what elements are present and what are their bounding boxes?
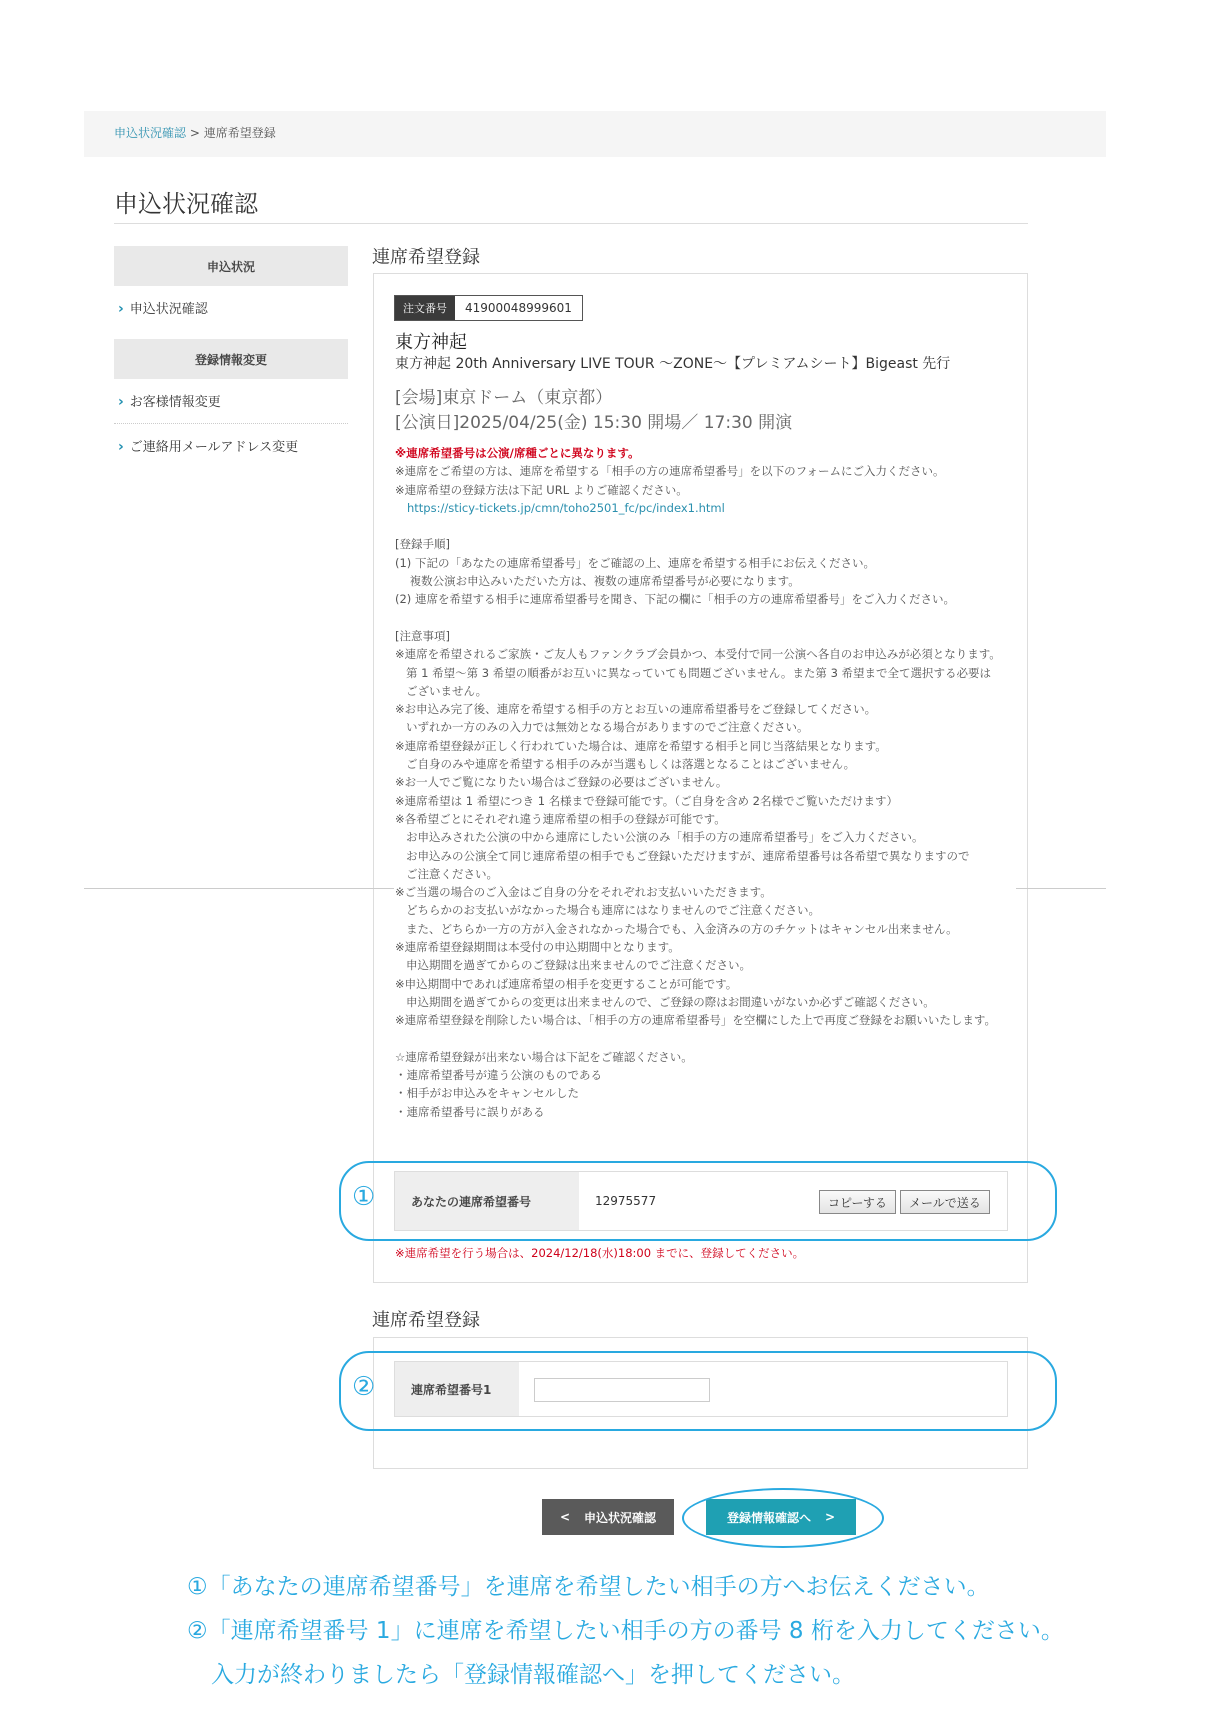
my-seat-number-row bbox=[394, 1171, 1008, 1231]
notes-body: [登録手順] (1) 下記の「あなたの連席希望番号」をご確認の上、連席を希望する相手にお伝えください。 複数公演お申込みいただいた方は、複数の連席希望番号が必要になります。 (2) 連席を希望する相手に連席希望番号を聞き、下記の欄に「相手の方の連席希望番号」をご入力ください。 [注意事項] ※連席を希望されるご家族・ご友人もファンクラブ会員かつ、本受付で同一公演へ各自のお申込みが必須となります。 第 1 希望～第 3 希望の順番がお互いに異なっていても問題ございません。また第 3 希望まで全て選択する必要は ございません。 ※お申込み完了後、連席を希望する相手の方とお互いの連席希望番号をご登録してください。 いずれか一方のみの入力では無効となる場合がありますのでご注意ください。 ※連席希望登録が正しく行われていた場合は、連席を希望する相手と同じ当落結果となります。 ご自身のみや連席を希望する相手のみが当選もしくは落選となることはございません。 ※お一人でご覧になりたい場合はご登録の必要はございません。 ※連席希望は 1 希望につき 1 名様まで登録可能です。（ご自身を含め 2名様でご覧いただけます） ※各希望ごとにそれぞれ違う連席希望の相手の登録が可能です。 お申込みされた公演の中から連席にしたい公演のみ「相手の方の連席希望番号」をご入力ください。 お申込みの公演全て同じ連席希望の相手でもご登録いただけますが、連席希望番号は各希望で異なりますので ご注意ください。 ※ご当選の場合のご入金はご自身の分をそれぞれお支払いいただきます。 どちらかのお支払いがなかった場合も連席にはなりませんのでご注意ください。 また、どちらか一方の方が入金されなかった場合でも、入金済みの方のチケットはキャンセル出来ません。 ※連席希望登録期間は本受付の申込期間中となります。 申込期間を過ぎてからのご登録は出来ませんのでご注意ください。 ※申込期間中であれば連席希望の相手を変更することが可能です。 申込期間を過ぎてからの変更は出来ませんので、ご登録の際はお間違いがないか必ずご確認ください。 ※連席希望登録を削除したい場合は、「相手の方の連席希望番号」を空欄にした上で再度ご登録をお願いいたします。 ☆連席希望登録が出来ない場合は下記をご確認ください。 ・連席希望番号が違う公演のものである ・相手がお申込みをキャンセルした ・連席希望番号に誤りがある bbox=[395, 537, 1001, 1119]
performance-date: [公演日]2025/04/25(金) 15:30 開場／ 17:30 開演 bbox=[395, 413, 793, 433]
title-divider bbox=[114, 223, 1028, 224]
partner-number-label: 連席希望番号1 bbox=[395, 1362, 519, 1416]
annotation-outline-next bbox=[682, 1488, 884, 1548]
chevron-right-icon: > bbox=[824, 1510, 836, 1524]
partner-number-input[interactable] bbox=[534, 1378, 710, 1402]
instruction-line-1: ①「あなたの連席希望番号」を連席を希望したい相手の方へお伝えください。 bbox=[187, 1574, 990, 1600]
send-mail-button[interactable]: メールで送る bbox=[900, 1190, 990, 1214]
chevron-right-icon: › bbox=[118, 301, 124, 317]
instruction-line-3: 入力が終わりましたら「登録情報確認へ」を押してください。 bbox=[211, 1662, 855, 1688]
back-to-status-button[interactable] bbox=[542, 1499, 674, 1535]
instruction-line-2: ②「連席希望番号 1」に連席を希望したい相手の方の番号 8 桁を入力してください。 bbox=[187, 1618, 1064, 1644]
my-seat-number-label: あなたの連席希望番号 bbox=[395, 1172, 579, 1230]
sidebar-item-label: お客様情報変更 bbox=[129, 395, 221, 410]
sidebar-item-email-change[interactable] bbox=[118, 436, 298, 455]
annotation-marker-2: ② bbox=[352, 1372, 376, 1402]
horizontal-rule bbox=[1016, 888, 1106, 889]
annotation-marker-1: ① bbox=[352, 1182, 376, 1212]
chevron-right-icon: › bbox=[118, 439, 124, 455]
breadcrumb-separator: > bbox=[186, 126, 204, 140]
breadcrumb-current: 連席希望登録 bbox=[203, 126, 276, 140]
sidebar-divider bbox=[114, 423, 348, 424]
registration-guide-link[interactable]: https://sticy-tickets.jp/cmn/toho2501_fc/pc/index1.html bbox=[407, 500, 725, 515]
order-number-label: 注文番号 bbox=[395, 296, 455, 320]
order-number-value: 41900048999601 bbox=[455, 296, 582, 320]
event-title: 東方神起 20th Anniversary LIVE TOUR ～ZONE～【プレミアムシート】Bigeast 先行 bbox=[395, 356, 951, 372]
artist-name: 東方神起 bbox=[395, 332, 467, 353]
sidebar-item-status-check[interactable] bbox=[118, 298, 208, 317]
back-button-label: 申込状況確認 bbox=[584, 1510, 657, 1525]
notes-block bbox=[395, 444, 1035, 1121]
order-number-tag bbox=[394, 295, 583, 321]
horizontal-rule bbox=[84, 888, 394, 889]
chevron-left-icon: < bbox=[559, 1510, 571, 1524]
venue-text: [会場]東京ドーム（東京都） bbox=[395, 388, 613, 408]
partner-number-row bbox=[394, 1361, 1008, 1417]
page-title: 申込状況確認 bbox=[114, 190, 258, 218]
section-title-seat-request: 連席希望登録 bbox=[372, 247, 480, 268]
sidebar-item-label: 申込状況確認 bbox=[129, 302, 208, 317]
notice-warning: ※連席希望番号は公演/席種ごとに異なります。 bbox=[395, 446, 640, 460]
next-button-label: 登録情報確認へ bbox=[726, 1510, 811, 1525]
section-title-register: 連席希望登録 bbox=[372, 1310, 480, 1331]
copy-button[interactable]: コピーする bbox=[819, 1190, 896, 1214]
sidebar-heading-registration: 登録情報変更 bbox=[114, 339, 348, 379]
notes-intro: ※連席をご希望の方は、連席を希望する「相手の方の連席希望番号」を以下のフォームにご入力ください。 ※連席希望の登録方法は下記 URL よりご確認ください。 bbox=[395, 464, 945, 497]
sidebar-heading-status: 申込状況 bbox=[114, 246, 348, 286]
deadline-notice: ※連席希望を行う場合は、2024/12/18(水)18:00 までに、登録してください。 bbox=[395, 1246, 805, 1260]
chevron-right-icon: › bbox=[118, 394, 124, 410]
breadcrumb-link-status[interactable]: 申込状況確認 bbox=[114, 126, 187, 140]
sidebar-item-label: ご連絡用メールアドレス変更 bbox=[129, 440, 299, 455]
my-seat-number-value: 12975577 bbox=[595, 1194, 657, 1208]
sidebar-item-customer-info[interactable] bbox=[118, 391, 221, 410]
breadcrumb bbox=[114, 124, 276, 141]
